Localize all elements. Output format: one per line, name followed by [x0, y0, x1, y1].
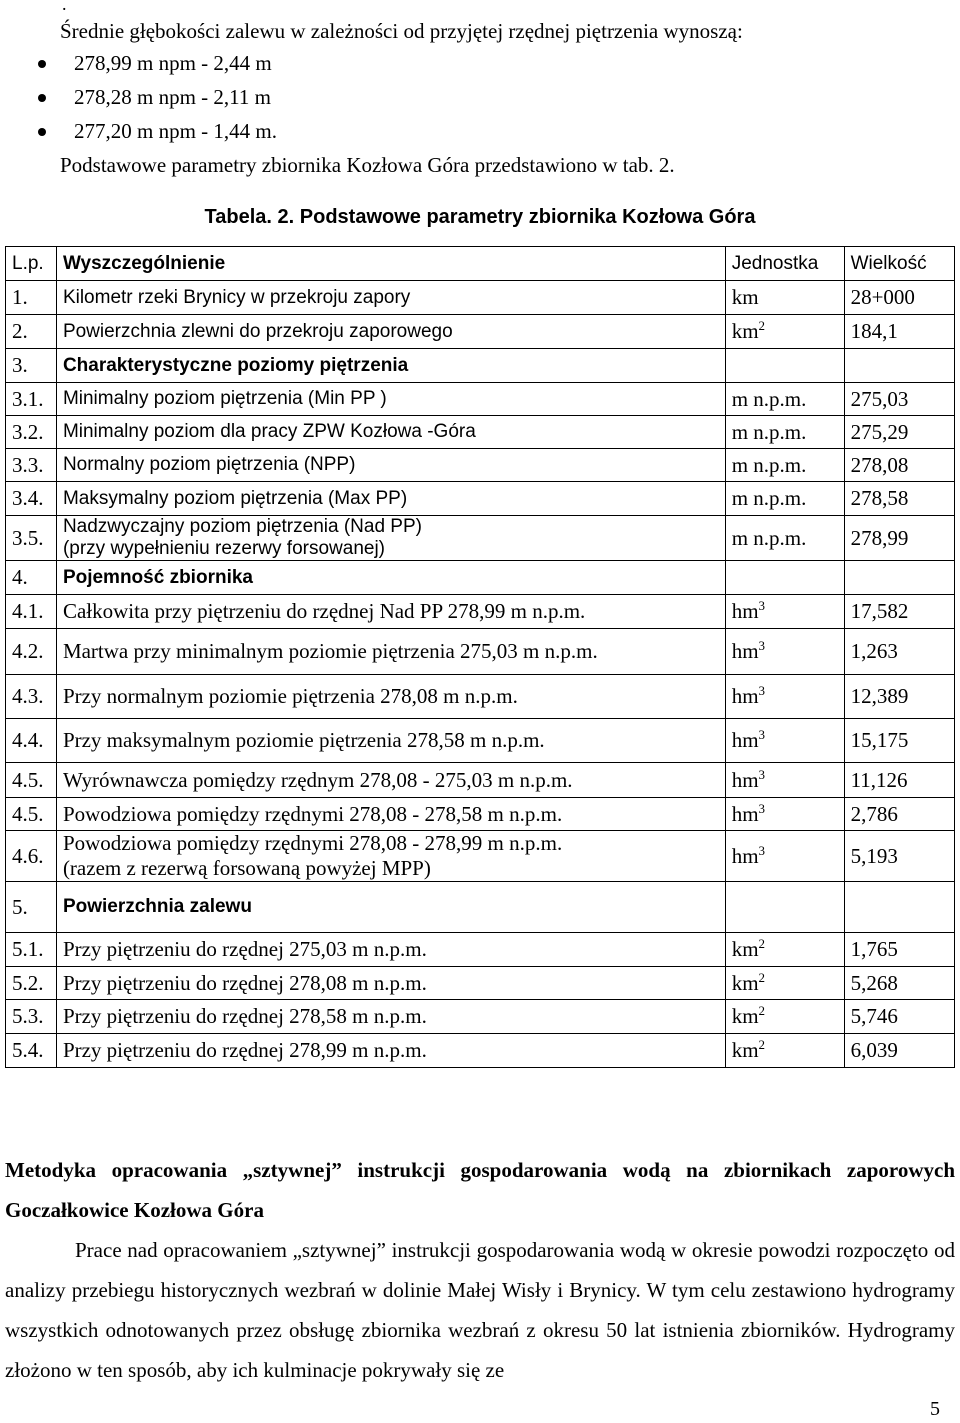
- row-value: 5,193: [844, 831, 954, 882]
- row-description: Pojemność zbiornika: [56, 561, 725, 595]
- header-description: Wyszczególnienie: [56, 247, 725, 281]
- row-value: 278,58: [844, 482, 954, 516]
- row-value: 15,175: [844, 719, 954, 763]
- row-description: Powodziowa pomiędzy rzędnymi 278,08 - 278,58 m n.p.m.: [56, 798, 725, 831]
- row-unit-text: m n.p.m.: [731, 419, 807, 444]
- row-unit: [725, 763, 844, 798]
- row-description-line: Nadzwyczajny poziom piętrzenia (Nad PP): [62, 516, 422, 537]
- table-row: [6, 315, 955, 349]
- row-value: 17,582: [844, 595, 954, 629]
- row-description: Przy piętrzeniu do rzędnej 278,08 m n.p.m.: [56, 967, 725, 1000]
- row-unit: [725, 561, 844, 595]
- row-value: 184,1: [844, 315, 954, 349]
- row-unit-exponent: 3: [758, 638, 766, 653]
- row-lp: 5.3.: [6, 1000, 57, 1034]
- bullet-icon: [38, 128, 46, 136]
- row-value: 275,03: [844, 383, 954, 416]
- row-value: 1,765: [844, 933, 954, 967]
- row-value: 278,99: [844, 516, 954, 561]
- row-unit-exponent: 2: [758, 1003, 766, 1018]
- table-row: [6, 595, 955, 629]
- list-item-text: 278,99 m npm - 2,44 m: [74, 51, 272, 75]
- row-unit: [725, 449, 844, 482]
- row-unit-text: hm: [731, 684, 759, 708]
- header-unit: Jednostka: [725, 247, 844, 281]
- table-row: [6, 763, 955, 798]
- body-paragraph: Prace nad opracowaniem „sztywnej” instrukcji gospodarowania wodą w okresie powodzi rozpoczęto od analizy przebiegu historycznych wezbrań w dolinie Małej Wisły i Brynicy. W tym celu zestawiono hydrogramy wszystkich odnotowanych przez obsługę zbiornika wezbrań z okresu 50 lat istnienia zbiorników. Hydrogramy złożono w ten sposób, aby ich kulminacje pokrywały się ze: [5, 1238, 955, 1382]
- stray-dot: .: [62, 0, 67, 14]
- row-description: Charakterystyczne poziomy piętrzenia: [56, 349, 725, 383]
- row-unit-text: m n.p.m.: [731, 452, 807, 477]
- row-description: Przy normalnym poziomie piętrzenia 278,08 m n.p.m.: [56, 675, 725, 719]
- table-row: [6, 281, 955, 315]
- row-unit-exponent: 3: [758, 800, 766, 816]
- table-header-row: [6, 247, 955, 281]
- table-row: [6, 967, 955, 1000]
- table-row: [6, 349, 955, 383]
- list-item: [38, 80, 277, 114]
- row-unit: [725, 629, 844, 675]
- intro-text: Średnie głębokości zalewu w zależności od przyjętej rzędnej piętrzenia wynoszą:: [60, 19, 743, 43]
- table-row: [6, 882, 955, 933]
- row-unit-exponent: 2: [758, 1037, 766, 1052]
- table-row: [6, 449, 955, 482]
- list-item-text: 277,20 m npm - 1,44 m.: [74, 119, 277, 143]
- table-row: [6, 482, 955, 516]
- row-value: [844, 882, 954, 933]
- table-row: [6, 719, 955, 763]
- row-description: [56, 831, 725, 882]
- row-description-line: (razem z rezerwą forsowaną powyżej MPP): [62, 856, 431, 880]
- row-lp: 5.2.: [6, 967, 57, 1000]
- row-value: [844, 561, 954, 595]
- row-value: 5,746: [844, 1000, 954, 1034]
- row-unit: [725, 719, 844, 763]
- row-lp: 3.3.: [6, 449, 57, 482]
- row-unit-text: km: [731, 1004, 759, 1028]
- row-description: Normalny poziom piętrzenia (NPP): [56, 449, 725, 482]
- row-unit: [725, 595, 844, 629]
- row-description: Wyrównawcza pomiędzy rzędnym 278,08 - 275,03 m n.p.m.: [56, 763, 725, 798]
- row-description-line: (przy wypełnieniu rezerwy forsowanej): [62, 538, 386, 559]
- row-unit: [725, 516, 844, 561]
- row-unit-exponent: 2: [758, 969, 766, 985]
- page-number: 5: [930, 1398, 940, 1420]
- row-description: Minimalny poziom dla pracy ZPW Kozłowa -Góra: [56, 416, 725, 449]
- row-description: Przy piętrzeniu do rzędnej 278,58 m n.p.m.: [56, 1000, 725, 1034]
- row-unit-exponent: 3: [758, 727, 766, 742]
- row-unit-text: hm: [731, 767, 759, 792]
- table-row: [6, 675, 955, 719]
- row-unit-text: hm: [731, 599, 759, 623]
- table-caption: Tabela. 2. Podstawowe parametry zbiornika Kozłowa Góra: [204, 206, 756, 228]
- bullet-icon: [38, 60, 46, 68]
- table-row: [6, 933, 955, 967]
- row-lp: 2.: [6, 315, 57, 349]
- row-value: 1,263: [844, 629, 954, 675]
- list-item: [38, 46, 277, 80]
- row-value: 12,389: [844, 675, 954, 719]
- row-description: Przy piętrzeniu do rzędnej 275,03 m n.p.m.: [56, 933, 725, 967]
- row-lp: 4.2.: [6, 629, 57, 675]
- row-lp: 4.3.: [6, 675, 57, 719]
- row-unit-exponent: 3: [758, 766, 766, 782]
- row-lp: 3.2.: [6, 416, 57, 449]
- table-row: [6, 1000, 955, 1034]
- row-unit-text: m n.p.m.: [731, 525, 807, 550]
- table-row: [6, 516, 955, 561]
- list-item-text: 278,28 m npm - 2,11 m: [74, 85, 271, 109]
- row-unit-text: hm: [731, 639, 759, 663]
- parameters-table: [5, 246, 955, 1068]
- row-unit-text: m n.p.m.: [731, 486, 807, 510]
- row-unit: [725, 383, 844, 416]
- row-lp: 4.6.: [6, 831, 57, 882]
- row-unit: [725, 349, 844, 383]
- row-unit: [725, 831, 844, 882]
- row-description-line: Powodziowa pomiędzy rzędnymi 278,08 - 278,99 m n.p.m.: [62, 831, 563, 855]
- row-unit-text: hm: [731, 843, 759, 868]
- row-value: 6,039: [844, 1034, 954, 1068]
- row-unit: [725, 281, 844, 315]
- table-reference-text: Podstawowe parametry zbiornika Kozłowa Góra przedstawiono w tab. 2.: [60, 153, 675, 177]
- row-description: Przy maksymalnym poziomie piętrzenia 278,58 m n.p.m.: [56, 719, 725, 763]
- row-unit: [725, 882, 844, 933]
- row-unit-text: hm: [731, 728, 759, 752]
- row-unit: [725, 315, 844, 349]
- row-lp: 4.5.: [6, 763, 57, 798]
- row-description: Powierzchnia zlewni do przekroju zaporowego: [56, 315, 725, 349]
- row-lp: 3.5.: [6, 516, 57, 561]
- row-lp: 3.1.: [6, 383, 57, 416]
- row-value: 278,08: [844, 449, 954, 482]
- row-description: Maksymalny poziom piętrzenia (Max PP): [56, 482, 725, 516]
- row-unit-exponent: 2: [758, 318, 766, 333]
- table-row: [6, 798, 955, 831]
- row-lp: 3.4.: [6, 482, 57, 516]
- row-lp: 4.1.: [6, 595, 57, 629]
- bullet-icon: [38, 94, 46, 102]
- row-unit: [725, 933, 844, 967]
- row-description: Powierzchnia zalewu: [56, 882, 725, 933]
- row-unit: [725, 1000, 844, 1034]
- row-description: Martwa przy minimalnym poziomie piętrzenia 275,03 m n.p.m.: [56, 629, 725, 675]
- list-item: [38, 114, 277, 148]
- row-lp: 4.5.: [6, 798, 57, 831]
- row-lp: 4.: [6, 561, 57, 595]
- row-value: 275,29: [844, 416, 954, 449]
- row-unit-text: m n.p.m.: [731, 386, 807, 411]
- row-unit-text: km: [731, 937, 759, 961]
- row-lp: 3.: [6, 349, 57, 383]
- row-value: 5,268: [844, 967, 954, 1000]
- row-unit: [725, 967, 844, 1000]
- depth-list: [38, 46, 277, 148]
- row-unit: [725, 416, 844, 449]
- table-row: [6, 561, 955, 595]
- row-description: Minimalny poziom piętrzenia (Min PP ): [56, 383, 725, 416]
- row-value: 28+000: [844, 281, 954, 315]
- header-lp: L.p.: [6, 247, 57, 281]
- row-description: Całkowita przy piętrzeniu do rzędnej Nad PP 278,99 m n.p.m.: [56, 595, 725, 629]
- row-unit-exponent: 3: [758, 683, 766, 698]
- row-unit: [725, 675, 844, 719]
- row-unit-text: km: [731, 319, 759, 343]
- row-lp: 5.: [6, 882, 57, 933]
- row-lp: 5.4.: [6, 1034, 57, 1068]
- table-row: [6, 1034, 955, 1068]
- row-unit-text: km: [731, 1038, 759, 1062]
- row-unit-exponent: 3: [758, 598, 766, 613]
- header-value: Wielkość: [844, 247, 954, 281]
- row-lp: 5.1.: [6, 933, 57, 967]
- row-unit-exponent: 3: [758, 842, 766, 858]
- row-unit: [725, 1034, 844, 1068]
- row-value: 2,786: [844, 798, 954, 831]
- row-unit-text: hm: [731, 801, 759, 826]
- row-description: Kilometr rzeki Brynicy w przekroju zapory: [56, 281, 725, 315]
- table-row: [6, 416, 955, 449]
- row-value: [844, 349, 954, 383]
- row-unit-text: km: [731, 285, 759, 309]
- row-lp: 1.: [6, 281, 57, 315]
- row-value: 11,126: [844, 763, 954, 798]
- row-description: [56, 516, 725, 561]
- row-description: Przy piętrzeniu do rzędnej 278,99 m n.p.m.: [56, 1034, 725, 1068]
- row-unit: [725, 482, 844, 516]
- row-unit-exponent: 2: [758, 936, 766, 951]
- row-unit-text: km: [731, 970, 759, 995]
- row-lp: 4.4.: [6, 719, 57, 763]
- table-row: [6, 831, 955, 882]
- section-heading: Metodyka opracowania „sztywnej” instrukcji gospodarowania wodą na zbiornikach zaporowych Goczałkowice Kozłowa Góra: [5, 1158, 955, 1222]
- table-row: [6, 629, 955, 675]
- table-row: [6, 383, 955, 416]
- row-unit: [725, 798, 844, 831]
